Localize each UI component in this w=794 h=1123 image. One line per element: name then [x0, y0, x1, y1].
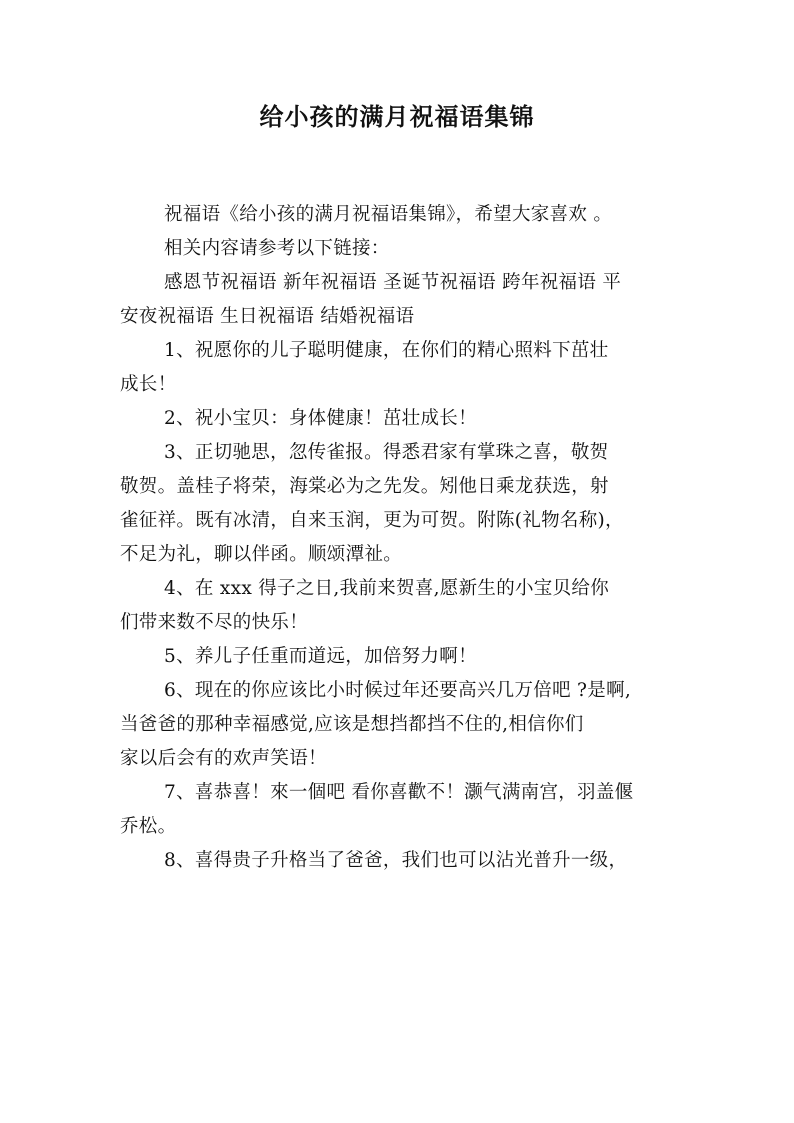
text-line: 4、在 xxx 得子之日,我前来贺喜,愿新生的小宝贝给你 [164, 578, 609, 599]
text-line: 1、祝愿你的儿子聪明健康，在你们的精心照料下茁壮 [164, 340, 609, 361]
text-line: 家以后会有的欢声笑语！ [120, 748, 327, 769]
text-line: 不足为礼，聊以伴函。顺颂潭祉。 [120, 544, 403, 565]
text-line: 当爸爸的那种幸福感觉,应该是想挡都挡不住的,相信你们 [120, 714, 584, 735]
text-line: 8、喜得贵子升格当了爸爸，我们也可以沾光普升一级， [164, 850, 628, 871]
document-body [120, 198, 680, 878]
text-line: 相关内容请参考以下链接： [164, 238, 390, 259]
text-line: 敬贺。盖桂子将荣，海棠必为之先发。矧他日乘龙获选，射 [120, 476, 609, 497]
text-line: 们带来数不尽的快乐！ [120, 612, 309, 633]
text-line: 7、喜恭喜！來一個吧 看你喜歡不！灏气满南宫，羽盖偃 [164, 782, 634, 803]
text-line: 2、祝小宝贝：身体健康！茁壮成长！ [164, 408, 477, 429]
text-line: 雀征祥。既有冰清，自来玉润，更为可贺。附陈(礼物名称)， [120, 510, 624, 531]
text-line: 安夜祝福语 生日祝福语 结婚祝福语 [120, 306, 415, 327]
text-line: 乔松。 [120, 816, 177, 837]
text-line: 3、正切驰思，忽传雀报。得悉君家有掌珠之喜，敬贺 [164, 442, 609, 463]
text-line: 5、养儿子任重而道远，加倍努力啊！ [164, 646, 477, 667]
text-line: 成长！ [120, 374, 177, 395]
document-title: 给小孩的满月祝福语集锦 [259, 103, 535, 131]
text-line: 祝福语《给小孩的满月祝福语集锦》，希望大家喜欢 。 [164, 204, 613, 225]
text-line: 6、现在的你应该比小时候过年还要高兴几万倍吧 ?是啊, [164, 680, 632, 701]
text-line: 感恩节祝福语 新年祝福语 圣诞节祝福语 跨年祝福语 平 [164, 272, 622, 293]
